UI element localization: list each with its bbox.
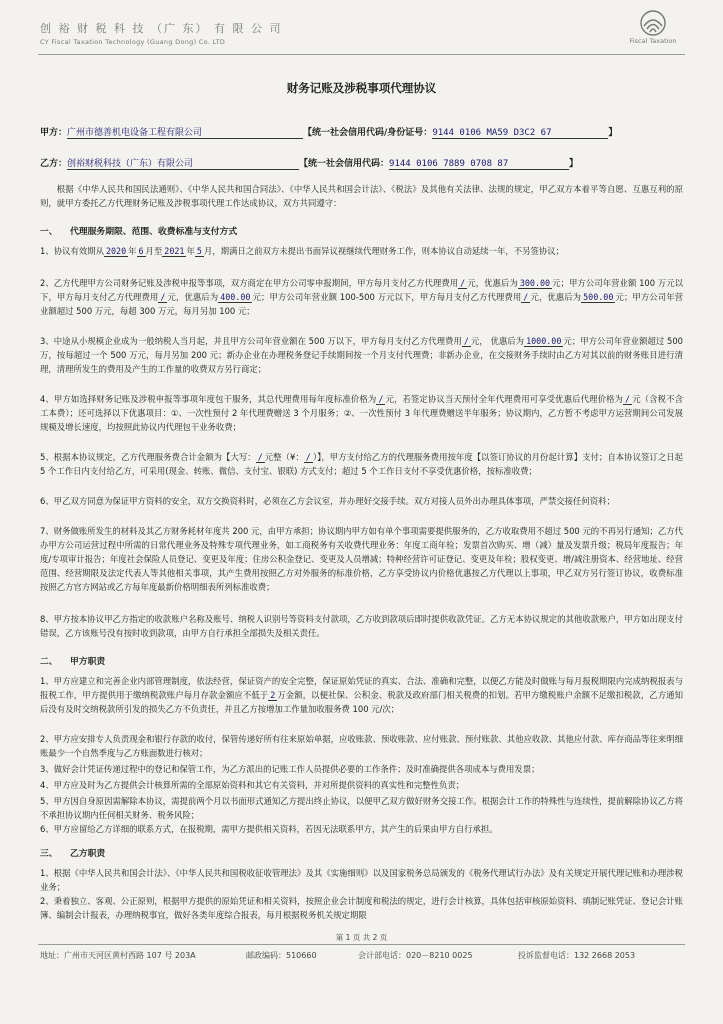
text: 元， 优惠后为 xyxy=(470,336,525,346)
text: 元；甲方公司年营业额超过 500 万元，每超 300 万元，每月另加 100 元； xyxy=(40,292,684,317)
section-3-heading xyxy=(40,846,105,859)
clause-2-4: 4、甲方应及时为乙方提供会计核算所需的全部原始资料和其它有关资料，并对所提供资料的真实性和完整性负责； xyxy=(40,780,465,790)
text: 年 xyxy=(128,246,137,256)
party-b-label: 乙方： xyxy=(40,159,68,169)
footer-postcode: 邮政编码：510660 xyxy=(246,951,317,960)
fee-under-1m-standard: / xyxy=(160,292,166,303)
clause-3-1: 1、根据《中华人民共和国会计法》、《中华人民共和国税收征收管理法》及其《实施细则》以及国家税务总局颁发的《税务代理试行办法》及有关规定开展代理记账和办理涉税业务； xyxy=(40,868,683,893)
end-month: 5 xyxy=(196,246,202,256)
fee-general-standard: / xyxy=(463,336,469,346)
party-b-line xyxy=(40,156,578,170)
header-company-english-name: CY Fiscal Taxation Technology (Guang Dong) Co. LTD xyxy=(40,38,226,46)
clause-2-2: 2、甲方应安排专人负责现金和银行存款的收付，保管传递好所有往来原始单据，应收账款、预收账款、应付账款、预付账款、其他应收款、其他应付款、库存商品等往来明细账最少一个自然季度与乙方账面数进行核对； xyxy=(40,734,683,759)
text: 元，优惠后为 xyxy=(467,278,518,288)
text: 4、甲方如选择财务记账及涉税申报等事项年度包干服务，其总代理费用每年度标准价格为 xyxy=(40,394,377,404)
clause-1-5 xyxy=(40,450,683,478)
text: 元；甲方公司年营业额超过 500 万，按每超过一个 500 万元，每月另加 200 元；新办企业在办理税务登记手续期间按一个月支付代理费；非新办企业，在交接财务手续时由乙方对其以前的财务账目进行清理，清理所发生的费用及产生的工作量的收费双方另行商定； xyxy=(40,336,683,375)
footer-divider xyxy=(38,944,685,945)
clause-1-7: 7、财务做账所发生的材料及其乙方财务耗材年度共 200 元，由甲方承担；协议期内甲方如有单个事项需要提供服务的，乙方收取费用不超过 500 元的不再另行通知；乙方代办甲方公司运营过程中所需的日常代理业务及特殊专项代理业务，如工商税务有关收费代理业务：年度工商年检；发票首次购买、增（减）量及发票升级；税局年度报告；年度/专项审计报告；年度社会保险人员登记、变更及年度；住房公积金登记、变更及人员增减；特种经营许可证登记、变更及年检；股权变更、增/减注册资本、经营地址、经营范围、经营期限及法定代表人等其他相关事项，其产生费用按照乙方对外服务的标准价格，乙方享受协议内价格优惠按乙方代理以上事项，甲乙双方另行签订协议，收费标准按照乙方官方网站或乙方每年度最新价格明细表所列标准收费； xyxy=(40,526,683,593)
party-a-code-label: 【统一社会信用代码/身份证号： xyxy=(303,128,433,138)
logo-caption: Fiscal Taxation xyxy=(629,37,677,45)
party-b-name: 创裕财税科技（广东）有限公司 xyxy=(67,156,299,170)
party-b-code: 9144 0106 7889 0708 87 xyxy=(389,159,569,170)
clause-1-6: 6、甲乙双方同意为保证甲方资料的安全，双方交换资料时，必须在乙方会议室，并办理好交接手续。双方对接人员外出办理具体事项，严禁交接任何资料； xyxy=(40,496,615,506)
section-2-title: 甲方职责 xyxy=(70,657,106,667)
clause-2-6: 6、甲方应留给乙方详细的联系方式，在报税期，需甲方提供相关资料，若因无法联系甲方，其产生的后果由甲方自行承担。 xyxy=(40,824,498,834)
clause-2-3: 3、做好会计凭证传递过程中的登记和保管工作，为乙方派出的记账工作人员提供必要的工作条件；及时准确提供各项成本与费用发票； xyxy=(40,764,540,774)
text: 元，优惠后为 xyxy=(530,292,582,303)
section-1-title: 代理服务期限、范围、收费标准与支付方式 xyxy=(70,227,238,237)
section-3-number: 三、 xyxy=(40,849,58,859)
clause-1-8: 8、甲方按本协议甲乙方指定的收款账户名称及账号、纳税人识别号等资料支付款项，乙方收到款项后即时提供收款凭证。乙方无本协议规定的其他收款账户，甲方如出现支付错误，乙方该账号没有按时收到款项，由甲方自行承担全部损失及相关责任。 xyxy=(40,614,683,639)
clause-2-5: 5、甲方因自身原因需解除本协议，需提前两个月以书面形式通知乙方提出终止协议，以便甲乙双方做好财务交接工作。根据会计工作的特殊性与连续性，提前解除协议乙方将不承担协议期内任何相关财务、税务风险； xyxy=(40,796,683,821)
clause-3-2: 2、秉着独立、客观、公正原则，根据甲方提供的原始凭证和相关资料，按照企业会计制度和税法的规定，进行会计核算，具体包括审核原始资料、填制记账凭证、登记会计账簿、编制会计报表，办理纳税事宜，做好各类年度综合报表，每月根据税务机关规定期限 xyxy=(40,896,683,921)
fee-zero-standard: / xyxy=(460,278,466,288)
footer-address: 地址：广州市天河区黄村西路 107 号 203A xyxy=(40,951,196,960)
text: 1、协议有效期从 xyxy=(40,246,104,256)
company-logo xyxy=(623,10,683,50)
text: 元（含税不含工本费）；还可选择以下优惠项目：①、一次性预付 2 年代理费赠送 3 个月服务；②、一次性预付 3 年代理费赠送半年服务；协议期内，乙方暂不考虑甲方运营期间公司发展规模及增长速度，均按照此协议内代理包干业务收费； xyxy=(40,394,683,433)
text: 元，若签定协议当天预付全年代理费用可享受优惠后代理价格为 xyxy=(385,394,624,404)
start-month: 6 xyxy=(138,246,144,256)
text: 月，期满日之前双方未提出书面异议视继续代理财务工作，则本协议自动延续一年，不另签协议； xyxy=(203,246,565,256)
header-divider xyxy=(38,54,685,55)
text: 元；甲方公司年营业额 100 万元以下，甲方每月支付乙方代理费用 xyxy=(40,278,684,303)
clause-1-3 xyxy=(40,334,683,376)
total-amount-number: / xyxy=(305,452,311,462)
text: 月至 xyxy=(145,246,163,256)
clause-1-1 xyxy=(40,244,683,258)
fee-1m-5m-standard: / xyxy=(523,292,529,303)
fee-1m-5m-discount: 500.00 xyxy=(583,292,614,303)
party-b-close: 】 xyxy=(569,159,579,169)
section-3-title: 乙方职责 xyxy=(70,849,106,859)
text: 3、中途从小规模企业成为一般纳税人当月起，并且甲方公司年营业额在 500 万以下，甲方每月支付乙方代理费用 xyxy=(40,336,462,346)
header-company-name: 创 裕 财 税 科 技 （广 东） 有 限 公 司 xyxy=(40,22,283,35)
text: 1、甲方应建立和完善企业内部管理制度，依法经营，保证资产的安全完整，保证原始凭证的真实、合法、准确和完整，以便乙方能及时做账与每月报税期限内完成纳税报表与报税工作，甲方提供用于缴纳税款账户每月存款金额应不低于 xyxy=(40,676,683,701)
annual-standard-price: / xyxy=(378,394,384,404)
start-year: 2020 xyxy=(105,246,127,256)
party-a-line xyxy=(40,125,617,139)
party-a-close: 】 xyxy=(608,128,618,138)
fee-general-discount: 1000.00 xyxy=(526,336,562,346)
text: 年 xyxy=(186,246,195,256)
intro-paragraph: 根据《中华人民共和国民法通则》、《中华人民共和国合同法》、《中华人民共和国会计法》、《税法》及其他有关法律、法规的规定，甲乙双方本着平等自愿、互惠互利的原则，就甲方委托乙方代理财务记账及涉税事项代理工作达成协议，双方共同遵守： xyxy=(40,184,683,209)
section-2-number: 二、 xyxy=(40,657,58,667)
clause-1-4 xyxy=(40,392,683,434)
footer-phone: 会计部电话：020－8210 0025 xyxy=(358,951,473,960)
fee-zero-discount: 300.00 xyxy=(519,278,551,288)
clause-1-2 xyxy=(40,276,683,318)
annual-discount-price: / xyxy=(625,394,631,404)
footer-complaint-phone: 投诉监督电话：132 2668 2053 xyxy=(518,951,636,960)
party-a-code: 9144 0106 MA59 D3C2 67 xyxy=(432,128,608,139)
party-a-name: 广州市德善机电设备工程有限公司 xyxy=(67,125,303,139)
text: 2、乙方代理甲方公司财务记账及涉税申报等事项，双方商定在甲方公司零申报期间，甲方每月支付乙方代理费用 xyxy=(40,278,459,288)
text: 元；甲方公司年营业额 100-500 万元以下，甲方每月支付乙方代理费用 xyxy=(252,292,522,303)
end-year: 2021 xyxy=(164,246,185,256)
text: 5、根据本协议规定，乙方代理服务费合计金额为【大写： xyxy=(40,452,256,462)
party-b-code-label: 【统一社会信用代码： xyxy=(299,159,390,169)
clause-2-1 xyxy=(40,674,683,716)
text: ）】，甲方支付给乙方的代理服务费用按年度【以签订协议的月份起计算】支付；自本协议签订之日起 5 个工作日内支付给乙方，可采用(现金、转账、微信、支付宝、银联) 方式支付；超过 5 个工作日支付不享受优惠价格，按标准收费； xyxy=(40,452,684,477)
page-number: 第 1 页 共 2 页 xyxy=(335,933,388,942)
total-amount-words: / xyxy=(257,452,263,462)
fee-under-1m-discount: 400.00 xyxy=(220,292,251,303)
company-logo-icon xyxy=(638,10,668,36)
party-a-label: 甲方： xyxy=(40,128,68,138)
section-1-number: 一、 xyxy=(40,227,58,237)
section-1-heading xyxy=(40,224,237,237)
text: 元，优惠后为 xyxy=(167,292,219,303)
section-2-heading xyxy=(40,654,105,667)
text: 万金额，以便社保、公积金、税款及政府部门相关税费的扣划。若甲方缴税账户余额不足缴扣税款，乙方通知后没有及时交纳税款所引发的损失乙方不负责任，并且乙方按增加工作量加收服务费 100 元/次； xyxy=(40,690,684,715)
document-title: 财务记账及涉税事项代理协议 xyxy=(286,81,437,95)
text: 元整（¥： xyxy=(264,452,304,462)
min-deposit: 2 xyxy=(270,690,276,701)
